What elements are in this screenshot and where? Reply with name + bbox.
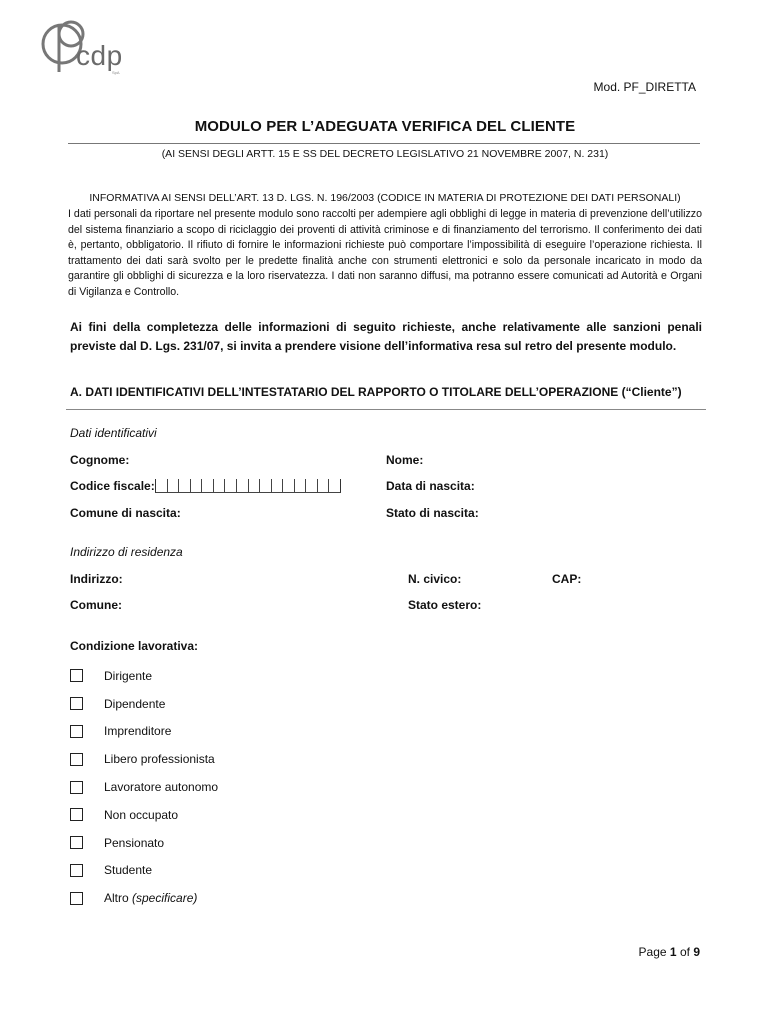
comune-nascita-label: Comune di nascita: [70, 506, 181, 520]
stato-estero-label: Stato estero: [408, 598, 482, 612]
page-number: Page 1 of 9 [638, 945, 700, 959]
cf-cell [282, 479, 294, 493]
cf-cell [213, 479, 225, 493]
cf-cell [248, 479, 260, 493]
checkbox[interactable] [70, 669, 83, 682]
cf-cell [294, 479, 306, 493]
title-divider [68, 143, 700, 144]
checkbox[interactable] [70, 836, 83, 849]
indirizzo-label: Indirizzo: [70, 572, 123, 586]
dati-identificativi-heading: Dati identificativi [70, 426, 157, 440]
codice-fiscale-field[interactable] [155, 479, 341, 493]
option-lavoratore-autonomo[interactable]: Lavoratore autonomo [70, 773, 370, 801]
logo-text: cdp [76, 40, 123, 71]
data-nascita-label: Data di nascita: [386, 479, 475, 493]
informativa-body: I dati personali da riportare nel presente modulo sono raccolti per adempiere agli obblighi di legge in materia di prevenzione dell’utilizzo del sistema finanziario a scopo di riciclaggio dei proventi di attività criminose e di finanziamento del terrorismo. Il conferimento dei dati è, pertanto, obbligatorio. Il rifiuto di fornire le informazioni richieste può comportare l’impossibilità di eseguire l’operazione richiesta. Il trattamento dei dati sarà svolto per le predette finalità anche con strumenti elettronici e solo da personale incaricato in modo da garantire gli obblighi di sicurezza e la loro riservatezza. I dati non saranno diffusi, ma potranno essere comunicati ad Autorità e Organi di Vigilanza e Controllo. [68, 208, 702, 298]
cf-cell [305, 479, 317, 493]
condizione-lavorativa-label: Condizione lavorativa: [70, 639, 199, 653]
option-pensionato[interactable]: Pensionato [70, 829, 370, 857]
checkbox[interactable] [70, 753, 83, 766]
section-a-title: A. DATI IDENTIFICATIVI DELL’INTESTATARIO DEL RAPPORTO O TITOLARE DELL’OPERAZIONE (“Cliente”) [70, 385, 682, 399]
checkbox[interactable] [70, 781, 83, 794]
checkbox[interactable] [70, 697, 83, 710]
cf-cell [259, 479, 271, 493]
logo-sub: SpA [112, 70, 120, 75]
section-a-divider [66, 409, 706, 410]
cf-cell [328, 479, 341, 493]
cf-cell [167, 479, 179, 493]
cap-label: CAP: [552, 572, 582, 586]
nome-label: Nome: [386, 453, 424, 467]
informativa-heading: INFORMATIVA AI SENSI DELL’ART. 13 D. LGS. N. 196/2003 (CODICE IN MATERIA DI PROTEZIONE DEI DATI PERSONALI) [89, 192, 681, 204]
completeness-note: Ai fini della completezza delle informazioni di seguito richieste, anche relativamente alle sanzioni penali previste dal D. Lgs. 231/07, si invita a prendere visione dell’informativa resa sul retro del presente modulo. [70, 320, 702, 353]
condizione-lavorativa-options [70, 662, 370, 912]
cf-cell [224, 479, 236, 493]
option-dipendente[interactable]: Dipendente [70, 690, 370, 718]
cf-cell [190, 479, 202, 493]
option-libero-professionista[interactable]: Libero professionista [70, 745, 370, 773]
option-altro[interactable]: Altro (specificare) [70, 884, 370, 912]
cdp-logo [40, 18, 130, 78]
option-dirigente[interactable]: Dirigente [70, 662, 370, 690]
option-non-occupato[interactable]: Non occupato [70, 801, 370, 829]
stato-nascita-label: Stato di nascita: [386, 506, 479, 520]
comune-label: Comune: [70, 598, 122, 612]
indirizzo-residenza-heading: Indirizzo di residenza [70, 545, 183, 559]
codice-fiscale-label: Codice fiscale: [70, 479, 155, 493]
option-imprenditore[interactable]: Imprenditore [70, 718, 370, 746]
checkbox[interactable] [70, 864, 83, 877]
cognome-label: Cognome: [70, 453, 130, 467]
checkbox[interactable] [70, 892, 83, 905]
document-title: MODULO PER L’ADEGUATA VERIFICA DEL CLIENTE [194, 118, 576, 135]
cf-cell [236, 479, 248, 493]
cf-cell [155, 479, 167, 493]
cf-cell [317, 479, 329, 493]
checkbox[interactable] [70, 808, 83, 821]
cf-cell [201, 479, 213, 493]
checkbox[interactable] [70, 725, 83, 738]
document-subtitle: (AI SENSI DEGLI ARTT. 15 E SS DEL DECRETO LEGISLATIVO 21 NOVEMBRE 2007, N. 231) [161, 148, 609, 160]
civico-label: N. civico: [408, 572, 462, 586]
form-code: Mod. PF_DIRETTA [593, 80, 696, 94]
cf-cell [178, 479, 190, 493]
cf-cell [271, 479, 283, 493]
option-studente[interactable]: Studente [70, 857, 370, 885]
